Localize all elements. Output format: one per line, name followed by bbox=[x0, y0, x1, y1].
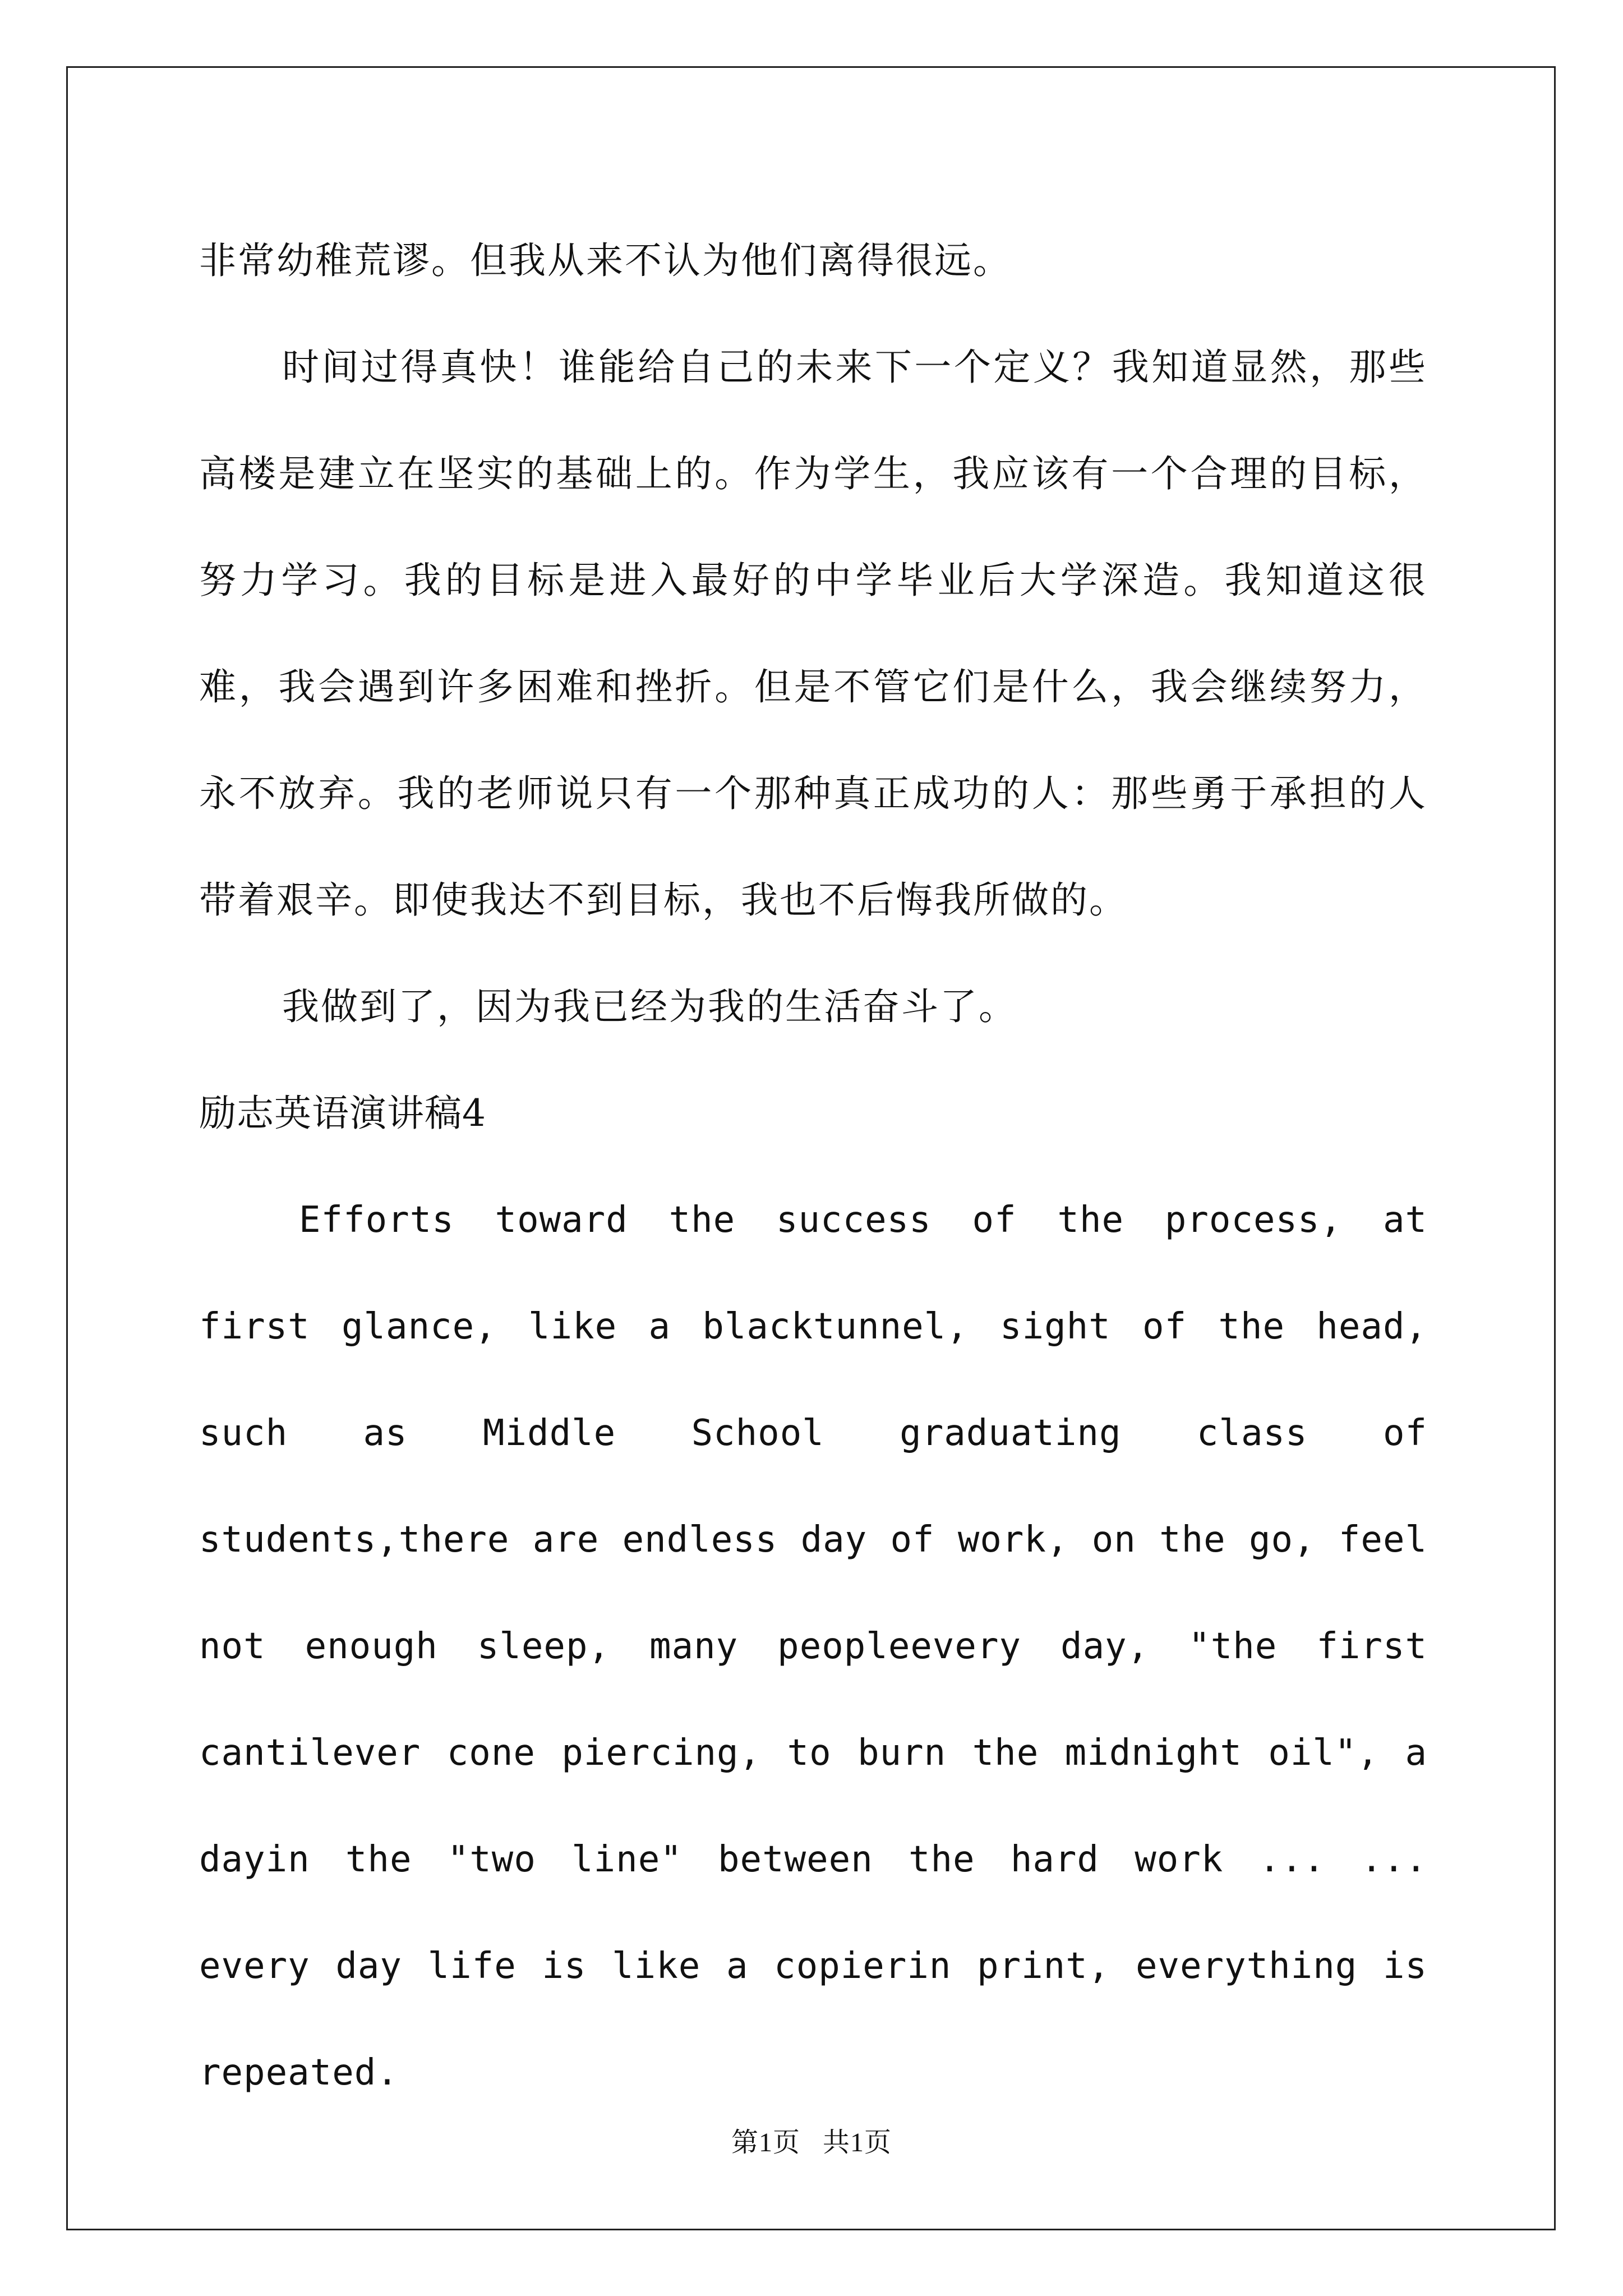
page-footer bbox=[0, 2120, 1623, 2159]
page-number-current: 第1页 bbox=[731, 2128, 800, 2157]
paragraph-goal: 时间过得真快！谁能给自己的未来下一个定义？我知道显然，那些高楼是建立在坚实的基础上的。作为学生，我应该有一个合理的目标，努力学习。我的目标是进入最好的中学毕业后大学深造。我知道这很难，我会遇到许多困难和挫折。但是不管它们是什么，我会继续努力，永不放弃。我的老师说只有一个那种真正成功的人：那些勇于承担的人带着艰辛。即使我达不到目标，我也不后悔我所做的。 bbox=[199, 346, 1427, 922]
section-heading: 励志英语演讲稿4 bbox=[199, 1092, 486, 1135]
english-paragraph: Efforts toward the success of the process, at first glance, like a blacktunnel, sight of the head, such as Middle School graduating class of students,there are endless day of work, on the go, feel not enough sleep, many peopleevery day, "the first cantilever cone piercing, to burn the midnight oil", a dayin the "two line" between the hard work ... ... every day life is like a copierin print, everything is repeated. bbox=[199, 1199, 1427, 2093]
document-body bbox=[199, 208, 1427, 2126]
page-number-total: 共1页 bbox=[823, 2128, 892, 2157]
paragraph-conclusion: 我做到了，因为我已经为我的生活奋斗了。 bbox=[282, 985, 1017, 1028]
paragraph-continuation: 非常幼稚荒谬。但我从来不认为他们离得很远。 bbox=[199, 239, 1012, 282]
